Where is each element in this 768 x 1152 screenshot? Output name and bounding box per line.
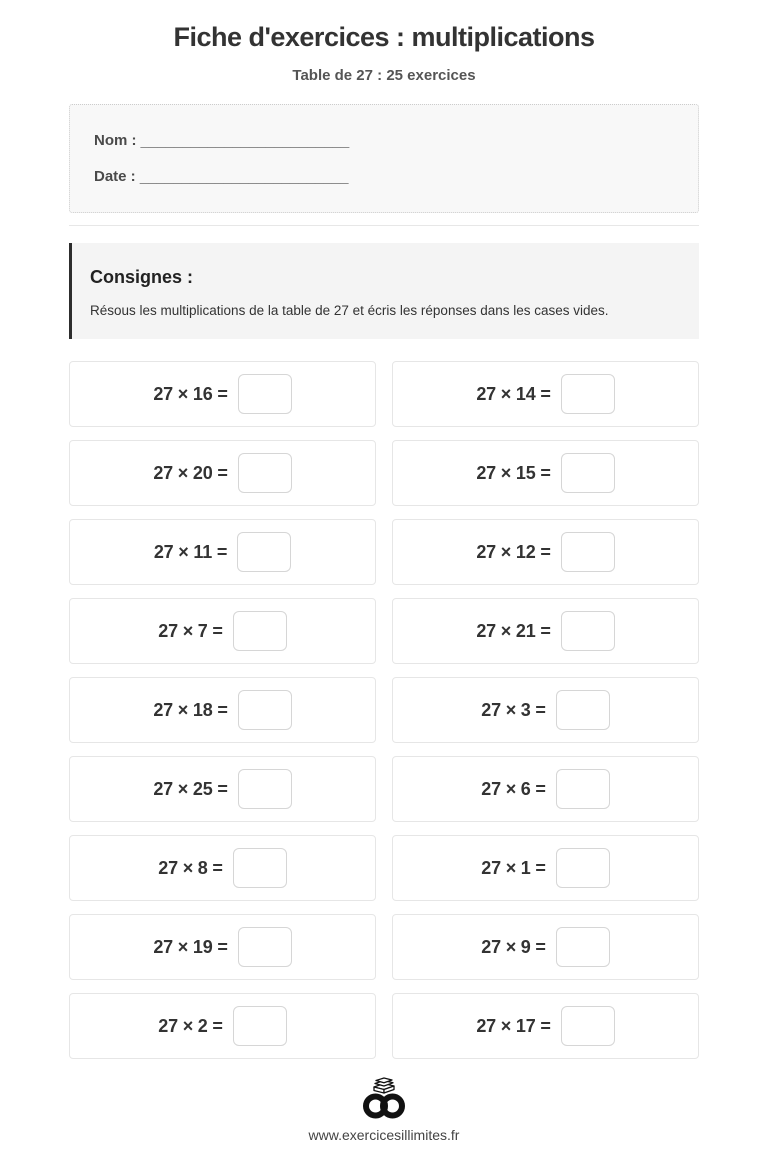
- exercise-card: [392, 914, 699, 980]
- exercise-expression: 27 × 14 =: [476, 383, 551, 404]
- worksheet-footer: [69, 1075, 699, 1143]
- exercise-card: [69, 598, 376, 664]
- site-url: www.exercicesillimites.fr: [308, 1127, 460, 1143]
- instructions-heading: Consignes :: [90, 267, 194, 287]
- answer-input[interactable]: [561, 374, 615, 414]
- exercise-expression: 27 × 8 =: [158, 857, 223, 878]
- exercise-card: [392, 993, 699, 1059]
- exercise-expression: 27 × 2 =: [158, 1015, 223, 1036]
- exercise-card: [392, 756, 699, 822]
- name-row: [94, 131, 674, 150]
- exercise-expression: 27 × 20 =: [153, 462, 228, 483]
- exercise-card: [69, 993, 376, 1059]
- exercise-expression: 27 × 18 =: [153, 699, 228, 720]
- exercise-expression: 27 × 19 =: [153, 936, 228, 957]
- exercise-card: [392, 440, 699, 506]
- exercise-card: [392, 519, 699, 585]
- answer-input[interactable]: [233, 1006, 287, 1046]
- identity-box: [69, 104, 699, 213]
- exercise-card: [69, 519, 376, 585]
- exercise-expression: 27 × 16 =: [153, 383, 228, 404]
- answer-input[interactable]: [233, 848, 287, 888]
- answer-input[interactable]: [561, 532, 615, 572]
- answer-input[interactable]: [238, 374, 292, 414]
- answer-input[interactable]: [233, 611, 287, 651]
- exercise-card: [69, 835, 376, 901]
- exercise-expression: 27 × 7 =: [158, 620, 223, 641]
- date-label: Date :: [94, 168, 136, 185]
- exercise-expression: 27 × 11 =: [153, 541, 228, 562]
- exercise-expression: 27 × 17 =: [476, 1015, 551, 1036]
- answer-input[interactable]: [556, 927, 610, 967]
- answer-input[interactable]: [556, 848, 610, 888]
- infinity-books-logo-icon: [359, 1075, 409, 1124]
- instructions-text: Résous les multiplications de la table de 27 et écris les réponses dans les cases vides.: [90, 303, 609, 318]
- instructions-box: [69, 243, 699, 339]
- exercise-card: [69, 440, 376, 506]
- date-blank-line: _________________________: [139, 168, 349, 185]
- answer-input[interactable]: [238, 927, 292, 967]
- answer-input[interactable]: [238, 769, 292, 809]
- exercise-grid: [69, 361, 699, 1059]
- exercise-expression: 27 × 15 =: [476, 462, 551, 483]
- answer-input[interactable]: [561, 611, 615, 651]
- exercise-card: [69, 914, 376, 980]
- section-divider: [69, 225, 699, 226]
- exercise-card: [69, 677, 376, 743]
- answer-input[interactable]: [556, 690, 610, 730]
- exercise-card: [69, 361, 376, 427]
- name-blank-line: _________________________: [140, 132, 350, 149]
- worksheet-header: [69, 0, 699, 84]
- exercise-expression: 27 × 1 =: [481, 857, 546, 878]
- exercise-expression: 27 × 9 =: [481, 936, 546, 957]
- exercise-card: [392, 835, 699, 901]
- exercise-expression: 27 × 6 =: [481, 778, 546, 799]
- page-title: Fiche d'exercices : multiplications: [173, 22, 595, 52]
- exercise-expression: 27 × 12 =: [476, 541, 551, 562]
- exercise-expression: 27 × 25 =: [153, 778, 228, 799]
- answer-input[interactable]: [556, 769, 610, 809]
- exercise-card: [69, 756, 376, 822]
- answer-input[interactable]: [238, 690, 292, 730]
- exercise-expression: 27 × 21 =: [476, 620, 551, 641]
- name-label: Nom :: [94, 132, 137, 149]
- answer-input[interactable]: [561, 1006, 615, 1046]
- exercise-card: [392, 361, 699, 427]
- date-row: [94, 167, 674, 186]
- page-subtitle: Table de 27 : 25 exercices: [292, 67, 476, 84]
- answer-input[interactable]: [561, 453, 615, 493]
- exercise-card: [392, 677, 699, 743]
- exercise-expression: 27 × 3 =: [481, 699, 546, 720]
- exercise-card: [392, 598, 699, 664]
- answer-input[interactable]: [238, 453, 292, 493]
- worksheet-page: [69, 0, 699, 1143]
- answer-input[interactable]: [237, 532, 291, 572]
